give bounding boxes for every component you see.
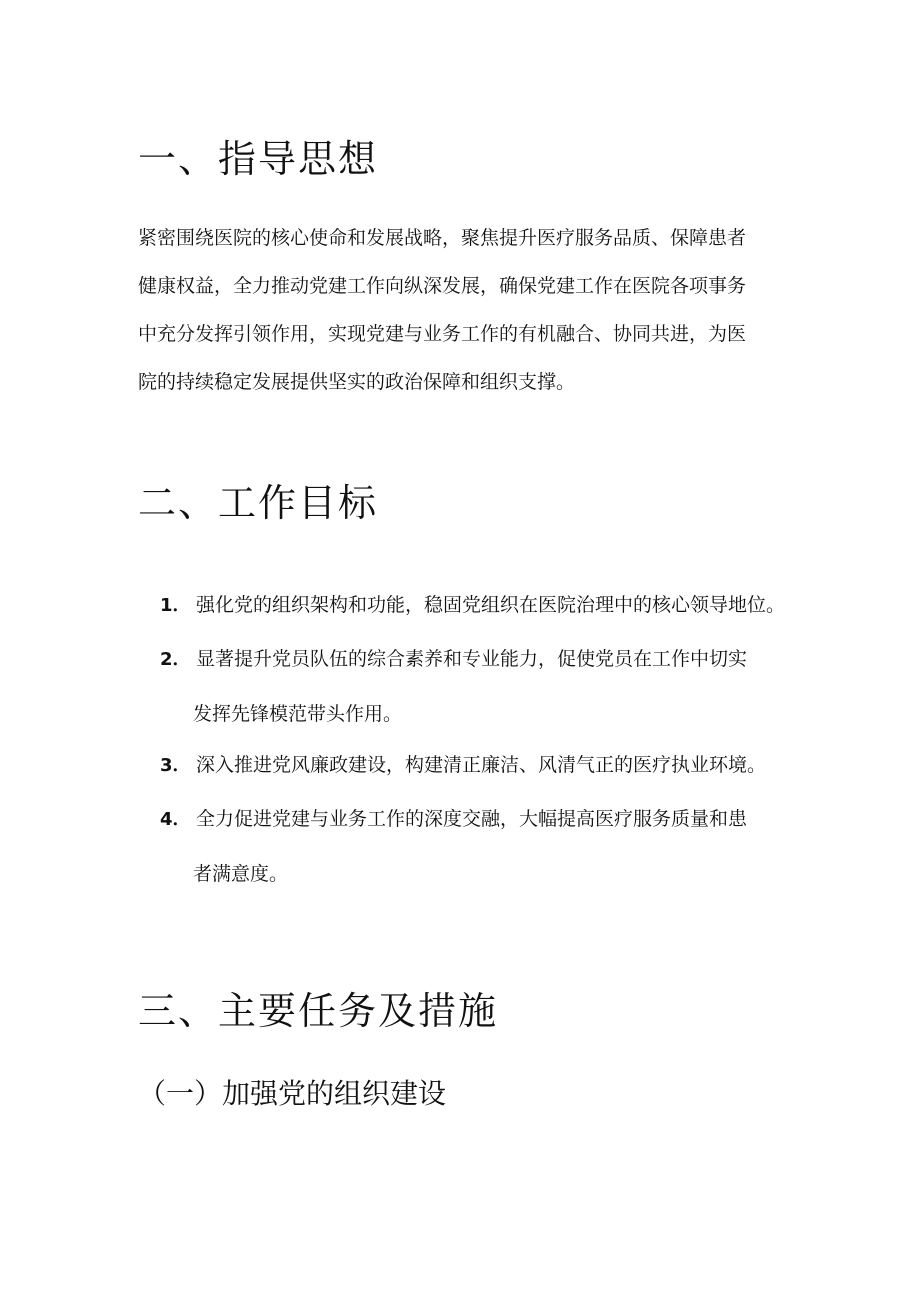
goal-item: [160, 792, 820, 902]
subsection-heading-organization-building: （一）加强党的组织建设: [138, 1077, 447, 1110]
paragraph-line: 紧密围绕医院的核心使命和发展战略，聚焦提升医疗服务品质、保障患者: [138, 227, 747, 249]
paragraph-line: 院的持续稳定发展提供坚实的政治保障和组织支撑。: [138, 371, 576, 393]
section-heading-guiding-ideology: 一、指导思想: [138, 137, 379, 181]
goal-number: 3．: [160, 755, 191, 776]
goal-text-continued: 者满意度。: [193, 863, 289, 885]
paragraph-line: 中充分发挥引领作用，实现党建与业务工作的有机融合、协同共进，为医: [138, 323, 747, 345]
goal-text: 全力促进党建与业务工作的深度交融，大幅提高医疗服务质量和患: [196, 808, 748, 830]
goal-number: 2．: [160, 649, 191, 670]
goal-item: [160, 578, 820, 633]
paragraph-line: 健康权益，全力推动党建工作向纵深发展，确保党建工作在医院各项事务: [138, 275, 747, 297]
section-heading-work-goals: 二、工作目标: [138, 481, 379, 525]
goal-item: [160, 738, 820, 793]
goal-item: [160, 632, 820, 742]
guiding-ideology-paragraph: [138, 214, 798, 406]
section-heading-main-tasks: 三、主要任务及措施: [138, 989, 499, 1033]
goal-text-continued: 发挥先锋模范带头作用。: [193, 703, 403, 725]
goal-text: 显著提升党员队伍的综合素养和专业能力，促使党员在工作中切实: [196, 648, 748, 670]
goal-text: 强化党的组织架构和功能，稳固党组织在医院治理中的核心领导地位。: [196, 594, 786, 616]
goal-number: 1．: [160, 595, 191, 616]
goal-text: 深入推进党风廉政建设，构建清正廉洁、风清气正的医疗执业环境。: [196, 754, 767, 776]
goal-number: 4．: [160, 809, 191, 830]
